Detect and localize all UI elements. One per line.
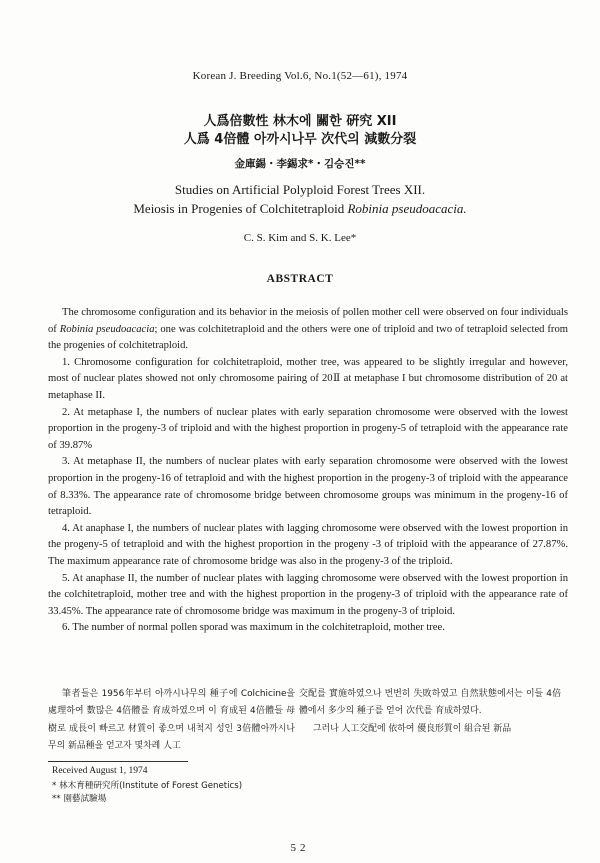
korean-authors: 金庫錫・李錫求*・김승진** (234, 158, 366, 170)
footnote-rule (48, 761, 188, 762)
abstract-item-1: 1. Chromosome configuration for colchitetraploid, mother tree, was appeared to be slightly irregular and however, most of nuclear plates showed not only chromosome pairing of 20Ⅱ at metaphase I but chromosome distribution of 20 at metaphase II. (48, 356, 568, 401)
english-title-prefix: Meiosis in Progenies of Colchitetraploid (133, 201, 348, 216)
english-title-line-1: Studies on Artificial Polyploid Forest Trees XII. (174, 182, 426, 197)
abstract-intro (48, 305, 568, 355)
korean-body-left-column (48, 686, 295, 756)
page-number: 52 (290, 842, 310, 854)
abstract-item-5: 5. At anaphase II, the number of nuclear plates with lagging chromosome were observed with the lowest proportion in the colchitetraploid, mother tree and with the highest proportion in the progeny-3 of triploid with the appearance rate of 33.45%. The appearance rate of chromosome bridge was maximum in the progeny-3 of triploid. (48, 572, 568, 617)
abstract-item-6: 6. The number of normal pollen sporad was maximum in the colchitetraploid, mother tree. (62, 622, 445, 634)
abstract-item-4: 4. At anaphase I, the numbers of nuclear plates with lagging chromosome were observed with the lowest proportion in the progeny-5 of tetraploid and with the highest proportion in the progeny -3 of triploid with the appearance of 27.87%. The maximum appearance rate of chromosome bridge was also in the progeny-3 of the triploid. (48, 522, 568, 567)
english-title-line-2 (0, 201, 600, 217)
abstract-intro-b: ; one was colchitetraploid and the others were one of triploid and two of tetraploid selected from the progenies of colchitetraploid. (48, 323, 568, 352)
abstract-item-2: 2. At metaphase I, the numbers of nuclear plates with early separation chromosome were observed with the lowest proportion in the progeny-3 of triploid and with the highest proportion in progeny-5 of tetraploid with the appearance rate of 39.87% (48, 406, 568, 451)
abstract-item-3: 3. At metaphase II, the numbers of nuclear plates with early separation chromosome were observed with the lowest proportion in the progeny-16 of tetraploid and with the highest proportion in the progeny-3 of triploid with the appearance of 8.33%. The appearance rate of chromosome bridge between chromosome groups was minimum in the progeny-16 of tetraploid. (48, 456, 568, 518)
english-title-species: Robinia pseudoacacia. (347, 201, 467, 216)
korean-body-right-column (299, 686, 561, 738)
footnote-affiliation-1: * 林木育種硏究所(Institute of Forest Genetics) (52, 781, 243, 791)
korean-body-right-paragraph-2: 그러나 人工交配에 依하여 優良形質이 組合된 新品 (313, 723, 512, 734)
korean-body-right-paragraph-1: 交配를 實施하였으나 번번히 失敗하였고 自然狀態에서는 이들 4倍體에서 多少의 種子를 얻어 次代를 育成하였다. (299, 689, 561, 717)
korean-title-line-1: 人爲倍數性 林木에 關한 硏究 XII (203, 114, 397, 129)
journal-citation: Korean J. Breeding Vol.6, No.1(52—61), 1974 (192, 70, 408, 82)
received-date: Received August 1, 1974 (52, 766, 148, 776)
korean-body-left-text: 筆者들은 1956年부터 아까시나무의 種子에 Colchicine을 處理하여 數많은 4倍體를 育成하였으며 이 育成된 4倍體들 母樹로 成長이 빠르고 材質이 좋으며 내척지 성인 3倍體아까시나무의 新品種을 얻고자 몇차례 人工 (48, 689, 295, 752)
abstract-intro-a: The chromosome configuration and its behavior in the meiosis of pollen mother cell were observed on four individuals of (48, 307, 568, 335)
abstract-heading: ABSTRACT (266, 273, 334, 285)
abstract-intro-species: Robinia pseudoacacia (59, 323, 155, 335)
abstract-body (48, 305, 568, 637)
english-authors: C. S. Kim and S. K. Lee* (243, 232, 357, 244)
footnote-affiliation-2: ** 園藝試驗場 (52, 794, 107, 804)
korean-title-line-2: 人爲 4倍體 아까시나무 次代의 減數分裂 (183, 132, 417, 147)
